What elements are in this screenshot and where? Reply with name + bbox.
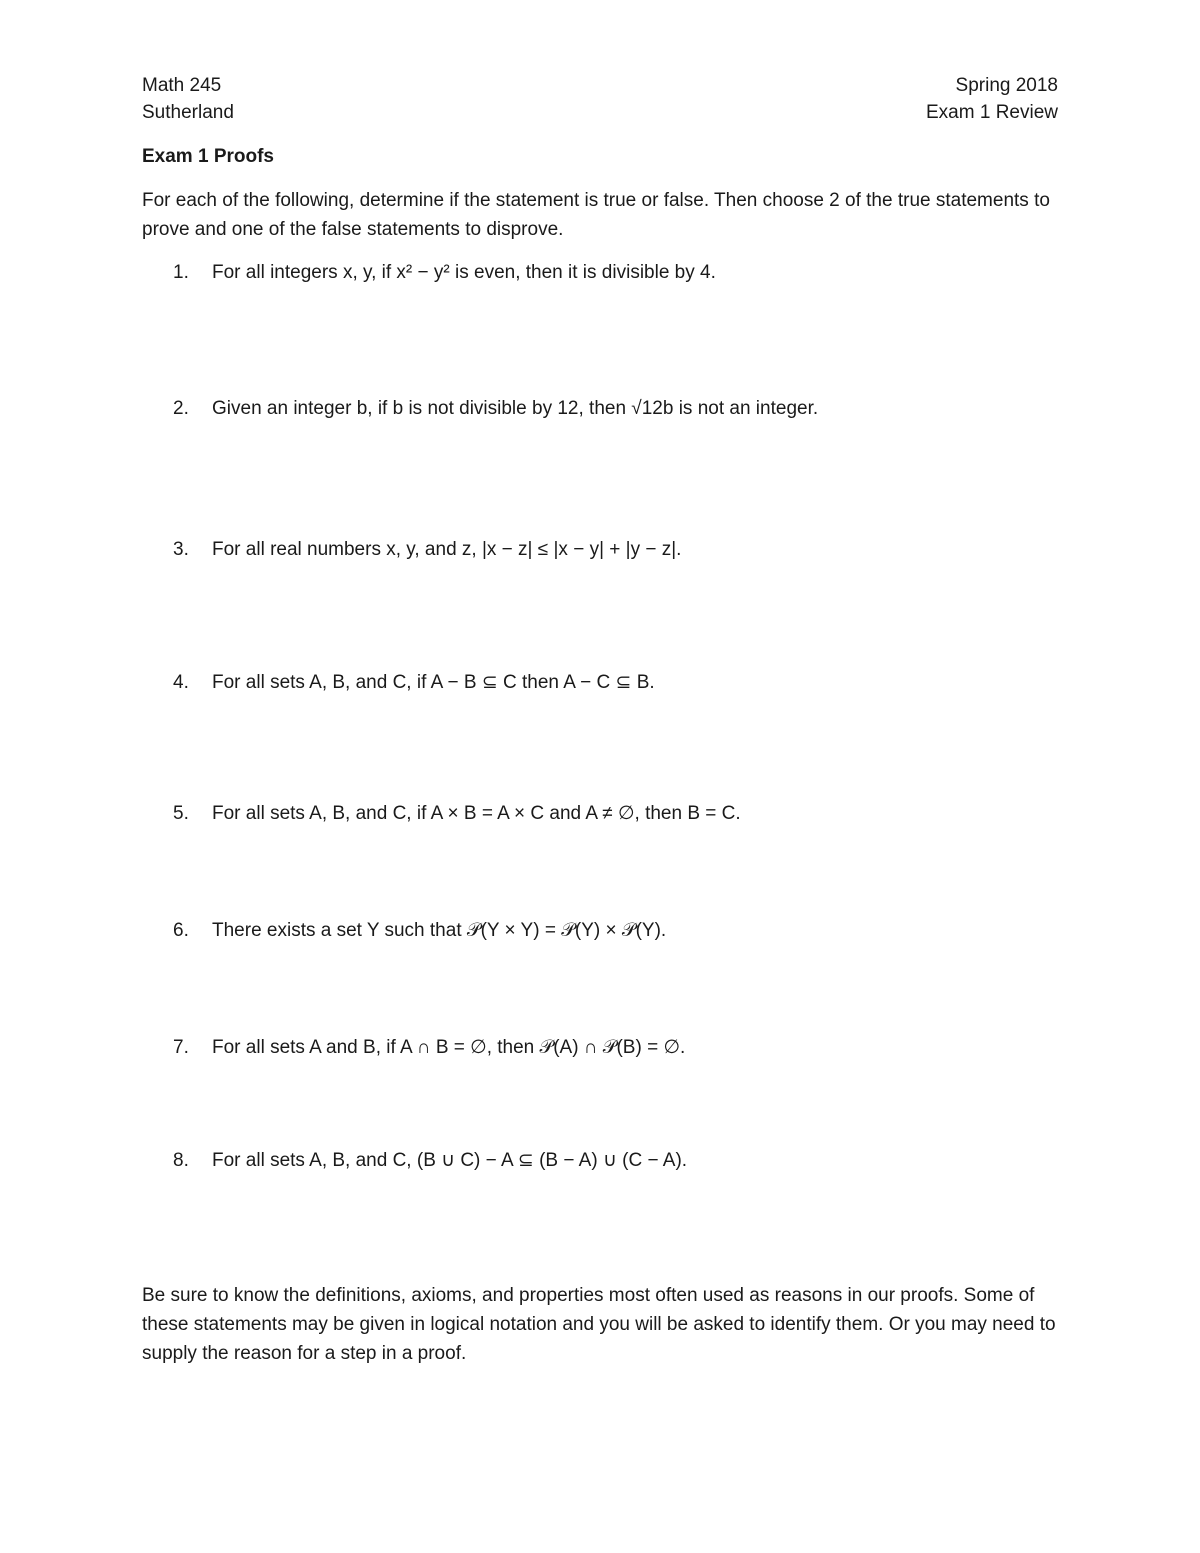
list-item [142,917,1062,944]
item-statement: For all sets A, B, and C, if A − B ⊆ C then A − C ⊆ B. [212,672,655,693]
item-statement: For all sets A and B, if A ∩ B = ∅, then 𝒫(A) ∩ 𝒫(B) = ∅. [212,1037,686,1058]
item-number: 4. [173,672,189,693]
item-statement: For all sets A, B, and C, (B ∪ C) − A ⊆ (B − A) ∪ (C − A). [212,1150,688,1171]
term: Spring 2018 [955,75,1058,96]
list-item [142,259,1062,286]
document-subtitle: Exam 1 Review [926,102,1058,123]
item-statement: For all sets A, B, and C, if A × B = A × C and A ≠ ∅, then B = C. [212,803,741,824]
item-number: 6. [173,920,189,941]
list-item [142,669,1062,696]
item-number: 1. [173,262,189,283]
item-number: 2. [173,398,189,419]
item-number: 7. [173,1037,189,1058]
item-number: 8. [173,1150,189,1171]
list-item [142,1034,1062,1061]
item-number: 5. [173,803,189,824]
instructions-paragraph: For each of the following, determine if the statement is true or false. Then choose 2 of the true statements to prove and one of the false statements to disprove. [142,190,1050,240]
item-statement: Given an integer b, if b is not divisible by 12, then √12b is not an integer. [212,398,819,419]
course-name: Math 245 [142,75,222,96]
item-statement: For all integers x, y, if x² − y² is even, then it is divisible by 4. [212,262,716,283]
list-item [142,536,1062,563]
item-statement: For all real numbers x, y, and z, |x − z| ≤ |x − y| + |y − z|. [212,539,682,560]
list-item [142,1147,1062,1174]
header-right [926,72,1058,126]
footer-note: Be sure to know the definitions, axioms, and properties most often used as reasons in our proofs. Some of these statements may be given in logical notation and you will be asked to identify them. Or you may need to supply the reason for a step in a proof. [142,1285,1056,1364]
page-title: Exam 1 Proofs [142,146,274,167]
item-number: 3. [173,539,189,560]
list-item [142,800,1062,827]
header-left [142,72,234,126]
item-statement: There exists a set Y such that 𝒫(Y × Y) = 𝒫(Y) × 𝒫(Y). [212,920,667,941]
list-item [142,395,1062,422]
instructor-name: Sutherland [142,102,234,123]
